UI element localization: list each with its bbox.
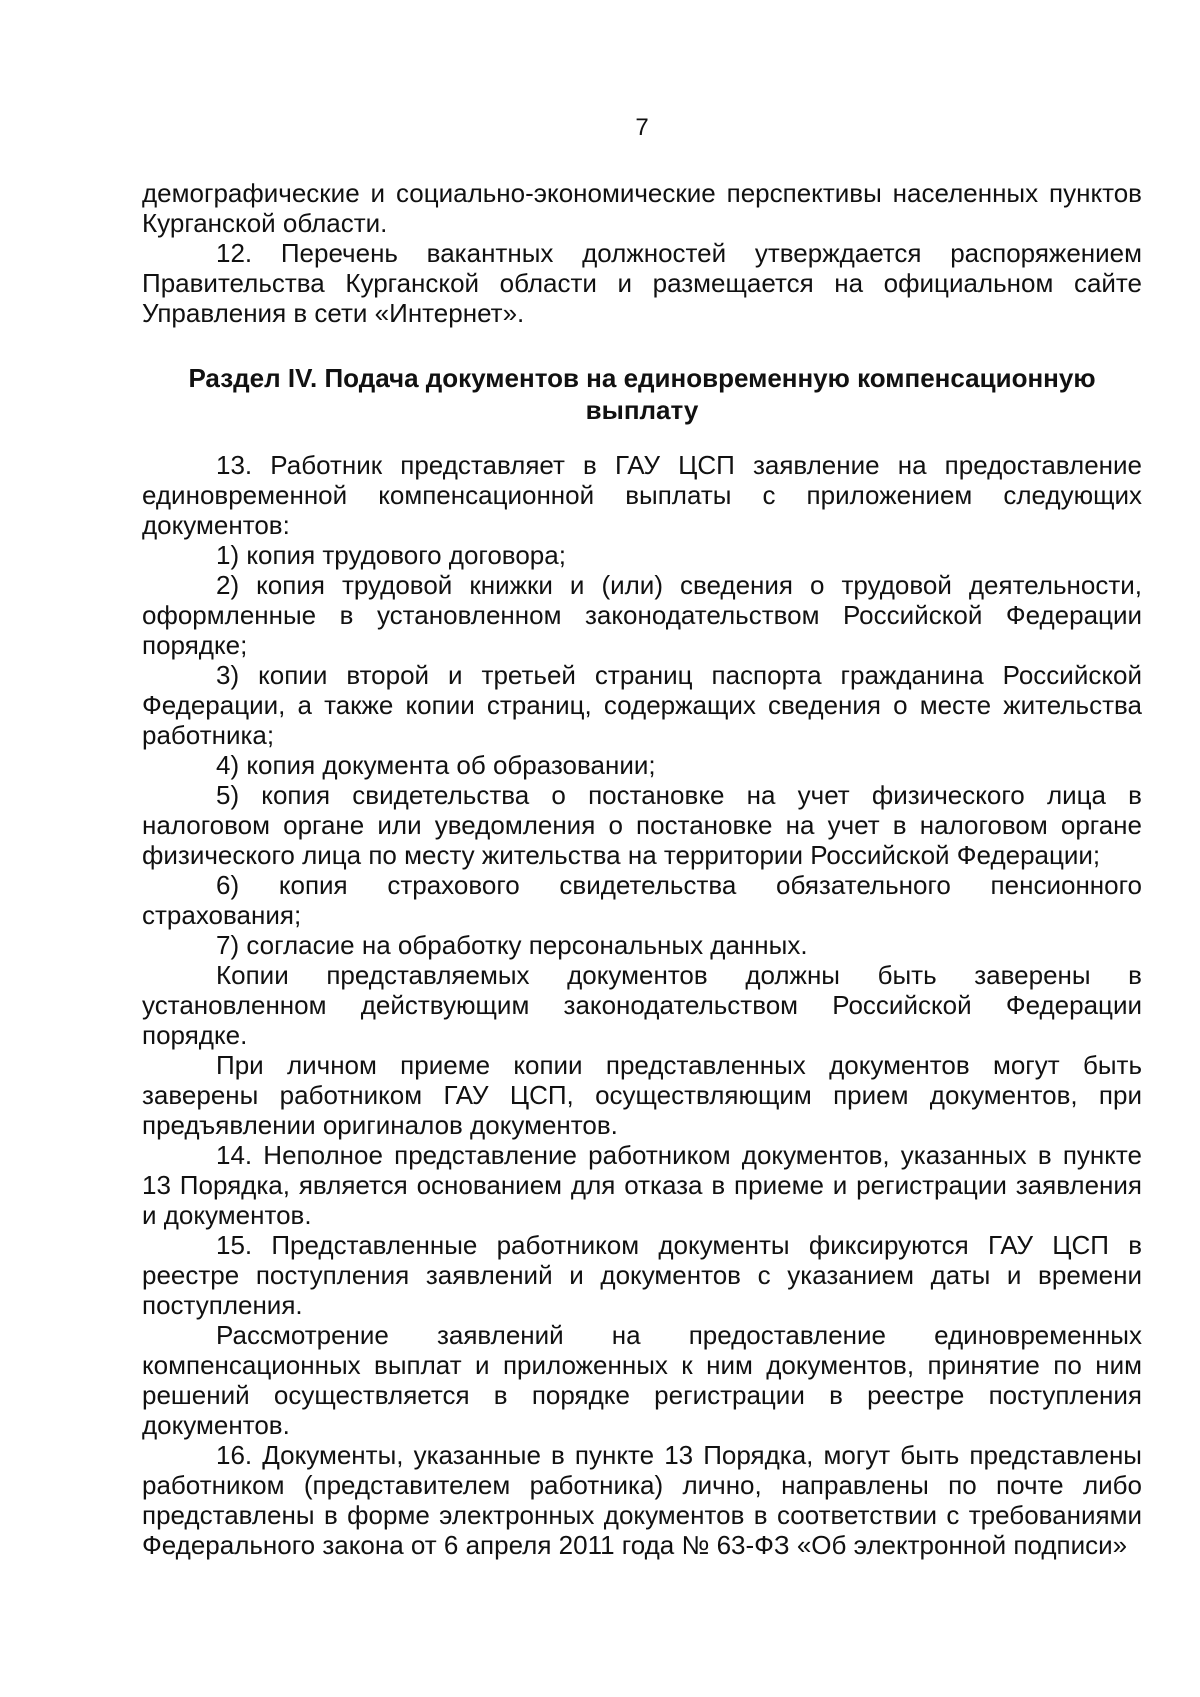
section-heading-line-1: Раздел IV. Подача документов на единовременную компенсационную [188,363,1096,393]
section-heading-line-2: выплату [585,395,699,425]
paragraph-16: 16. Документы, указанные в пункте 13 Порядка, могут быть представлены работником (представителем работника) лично, направлены по почте либо представлены в форме электронных документов в соответствии с требованиями Федерального закона от 6 апреля 2011 года № 63-ФЗ «Об электронной подписи» [142,1440,1142,1560]
paragraph-review: Рассмотрение заявлений на предоставление единовременных компенсационных выплат и приложенных к ним документов, принятие по ним решений осуществляется в порядке регистрации в реестре поступления документов. [142,1320,1142,1440]
paragraph-15: 15. Представленные работником документы фиксируются ГАУ ЦСП в реестре поступления заявлений и документов с указанием даты и времени поступления. [142,1230,1142,1320]
list-item-7: 7) согласие на обработку персональных данных. [216,930,808,960]
list-item-1: 1) копия трудового договора; [216,540,566,570]
list-item-4: 4) копия документа об образовании; [216,750,656,780]
list-item-3: 3) копии второй и третьей страниц паспорта гражданина Российской Федерации, а также копии страниц, содержащих сведения о месте жительства работника; [142,660,1142,750]
paragraph-continuation: демографические и социально-экономические перспективы населенных пунктов Курганской области. [142,178,1142,238]
paragraph-copies: Копии представляемых документов должны быть заверены в установленном действующим законодательством Российской Федерации порядке. [142,960,1142,1050]
paragraph-12: 12. Перечень вакантных должностей утверждается распоряжением Правительства Курганской области и размещается на официальном сайте Управления в сети «Интернет». [142,238,1142,328]
list-item-5: 5) копия свидетельства о постановке на учет физического лица в налоговом органе или уведомления о постановке на учет в налоговом органе физического лица по месту жительства на территории Российской Федерации; [142,780,1142,870]
paragraph-personal-reception: При личном приеме копии представленных документов могут быть заверены работником ГАУ ЦСП, осуществляющим прием документов, при предъявлении оригиналов документов. [142,1050,1142,1140]
paragraph-14: 14. Неполное представление работником документов, указанных в пункте 13 Порядка, является основанием для отказа в приеме и регистрации заявления и документов. [142,1140,1142,1230]
page-number: 7 [635,114,649,141]
section-body [142,450,1142,1560]
paragraph-13: 13. Работник представляет в ГАУ ЦСП заявление на предоставление единовременной компенсационной выплаты с приложением следующих документов: [142,450,1142,540]
list-item-6: 6) копия страхового свидетельства обязательного пенсионного страхования; [142,870,1142,930]
list-item-2: 2) копия трудовой книжки и (или) сведения о трудовой деятельности, оформленные в установленном законодательством Российской Федерации порядке; [142,570,1142,660]
section-heading [142,362,1142,426]
intro-block [142,178,1142,328]
